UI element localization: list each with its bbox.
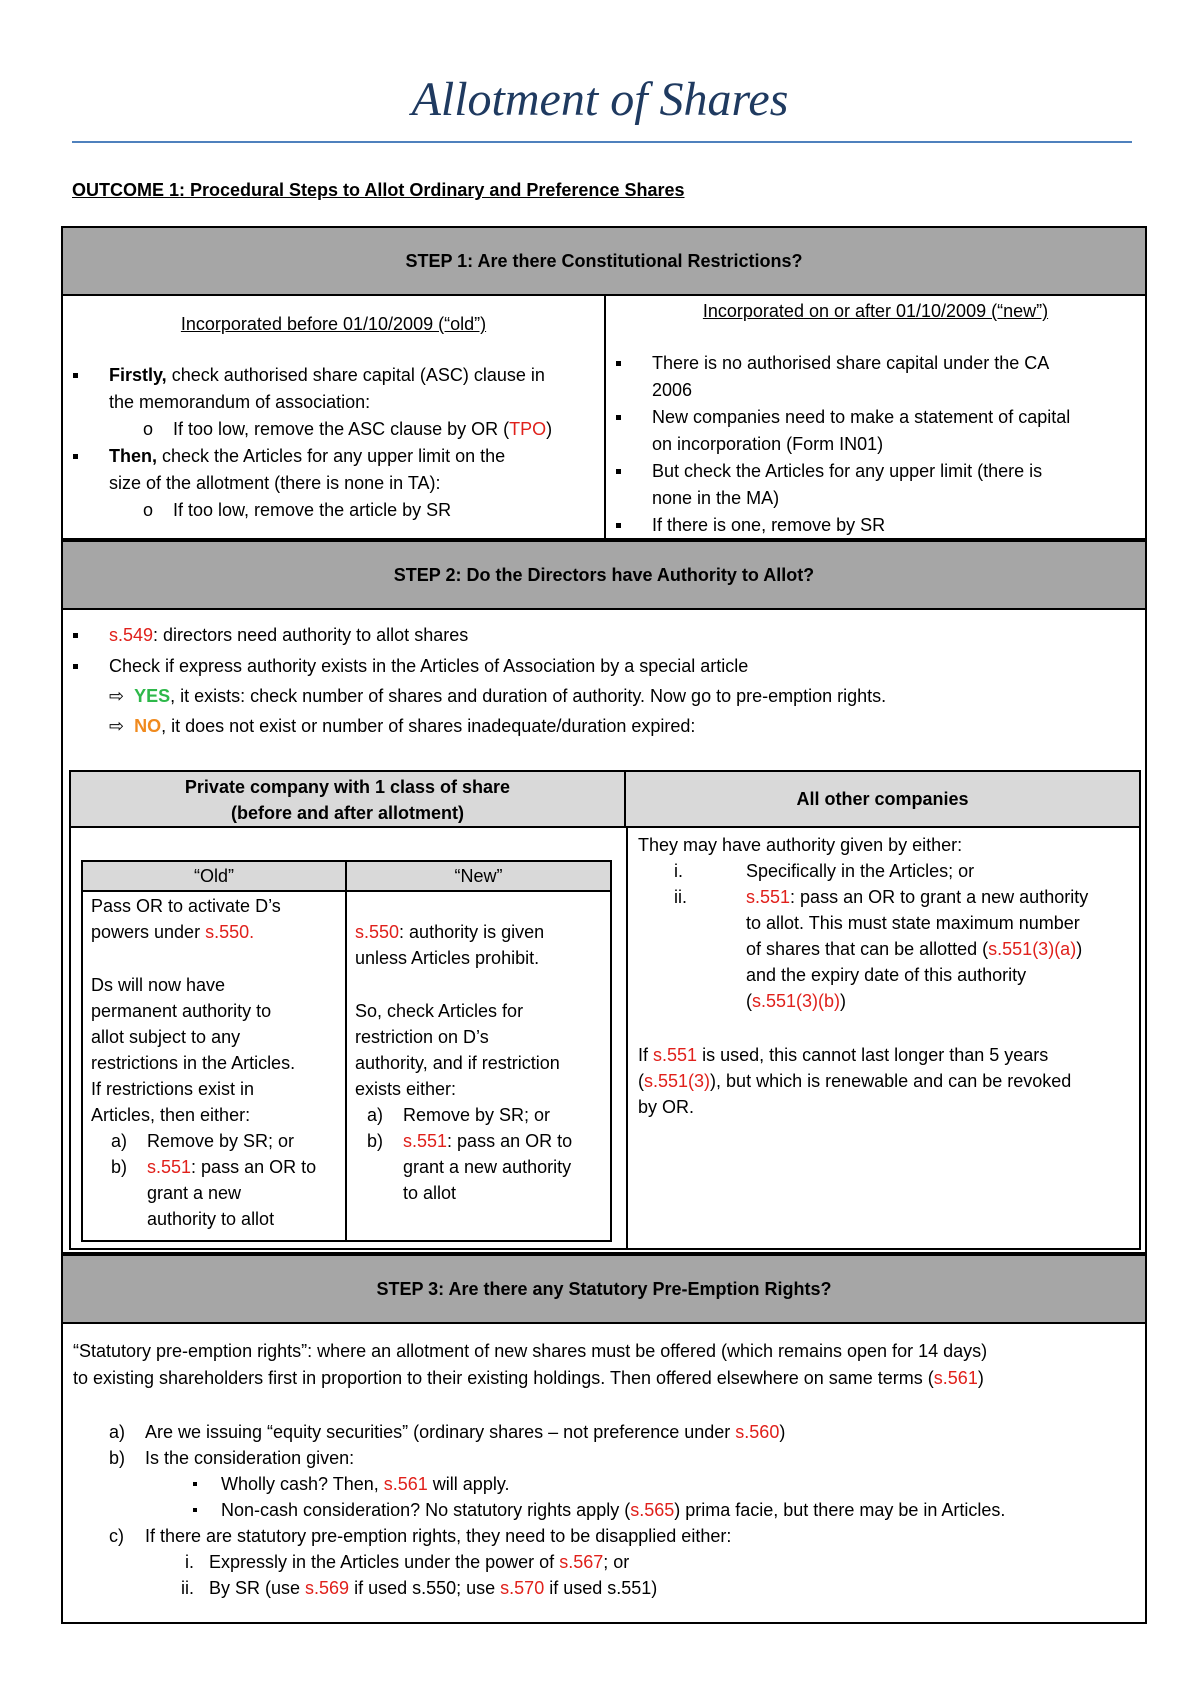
step1-new-column: Incorporated on or after 01/10/2009 (“new”) There is no authorised share capital under the CA 2006 New companies need to make a statement of capital on incorporation (Form IN01) But check the Articles for any upper limit (there is none in the MA) If there is one, remove by SR [606,296,1145,538]
step3-item-c-i: Expressly in the Articles under the power of s.567; or [209,1552,630,1572]
bullet-square-icon [73,454,78,459]
step3-table: STEP 3: Are there any Statutory Pre-Emption Rights? “Statutory pre-emption rights”: where an allotment of new shares must be offered (which remains open for 14 days) to existing shareholders first in proportion to their existing holdings. Then offered elsewhere on same terms (s.561) a) Are we issuing “equity securities” (ordinary shares – not preference under s.560) b) Is the consideration given: Wholly cash? Then, s.561 will apply. Non-cash consideration? No statutory rights apply (s.565) prima facie, but there may be in Articles. c) If there are statutory pre-emption rights, they need to be disapplied either: i. Expressly in the Articles under the power of s.567; or ii. By SR (use s.569 if used s.550; use s.570 if used s.551) [61,1254,1147,1624]
step3-item-a: Are we issuing “equity securities” (ordinary shares – not preference under s.560) [145,1422,786,1442]
step3-item-b: Is the consideration given: [145,1448,355,1468]
old-new-table [81,860,612,1242]
step1-heading: STEP 1: Are there Constitutional Restrictions? [63,228,1145,296]
page-title: Allotment of Shares [411,73,789,126]
new-column-header: Incorporated on or after 01/10/2009 (“new”) [702,301,1049,321]
bullet-square-icon [73,633,78,638]
step2-yes-line: ⇨ YES, it exists: check number of shares and duration of authority. Now go to pre-emption rights. [109,686,887,706]
new-cell: s.550: authority is given unless Articles prohibit. So, check Articles for restriction on D’s authority, and if restriction exists either: a) Remove by SR; or b) s.551: pass an OR to grant a new authority to allot [355,922,573,1203]
step2-no-line: ⇨ NO, it does not exist or number of shares inadequate/duration expired: [109,716,696,736]
step2-heading: STEP 2: Do the Directors have Authority to Allot? [63,542,1145,610]
bullet-square-icon [73,664,78,669]
other-companies-header: All other companies [626,772,1139,828]
old-column-header: Incorporated before 01/10/2009 (“old”) [180,314,487,334]
step3-heading: STEP 3: Are there any Statutory Pre-Emption Rights? [63,1256,1145,1324]
outcome-heading: OUTCOME 1: Procedural Steps to Allot Ordinary and Preference Shares [72,180,685,200]
old-cell: Pass OR to activate D’s powers under s.550. Ds will now have permanent authority to allot subject to any restrictions in the Articles. If restrictions exist in Articles, then either: a) Remove by SR; or b) s.551: pass an OR to grant a new authority to allot [83,892,347,1240]
old-header: “Old” [83,862,347,892]
bullet-square-icon [616,415,621,420]
bullet-square-icon [616,523,621,528]
authority-table [69,770,1141,1250]
bullet-square-icon [193,1508,197,1512]
step3-item-c-ii: By SR (use s.569 if used s.550; use s.570 if used s.551) [209,1578,658,1598]
other-companies-cell: They may have authority given by either: i. Specifically in the Articles; or ii. s.551: pass an OR to grant a new authority to allot. This must state maximum number of shares that can be allotted (s.551(3)(a)) and the expiry date of this authority (s.551(3)(b)) If s.551 is used, this cannot last longer than 5 years (s.551(3)), but which is renewable and can be revoked by OR. [626,828,1139,1248]
step3-definition-line-1: “Statutory pre-emption rights”: where an allotment of new shares must be offered (which remains open for 14 days) [73,1341,988,1361]
private-company-header: Private company with 1 class of share (before and after allotment) [71,772,626,828]
sub-bullet-icon: o [143,419,154,439]
step1-table [61,226,1147,540]
sub-bullet-icon: o [143,500,154,520]
arrow-right-icon: ⇨ [109,716,125,736]
bullet-square-icon [73,373,78,378]
step3-definition-line-2: to existing shareholders first in proportion to their existing holdings. Then offered elsewhere on same terms (s.561) [73,1368,984,1388]
bullet-square-icon [193,1482,197,1486]
bullet-square-icon [616,469,621,474]
step3-item-c: If there are statutory pre-emption rights, they need to be disapplied either: [145,1526,732,1546]
arrow-right-icon: ⇨ [109,686,125,706]
step2-table: STEP 2: Do the Directors have Authority to Allot? s.549: directors need authority to allot shares Check if express authority exists in the Articles of Association by a special article ⇨ YES, it exists: check number of shares and duration of authority. Now go to pre-emption rights. ⇨ NO, it does not exist or number of shares inadequate/duration expired: Private company with 1 class of share (before and after allotment) All other companies “Old” “New” Pass OR to activate D’s powers under s.550. Ds will now have permanent authority to allot subject to any restrictions in the Articles. If restrictions exist in Articles, then either: a) Remove by SR; or b) s.551: pass an OR to grant a new authority to allot s.550: authority is given unless Articles prohibit. So, check Articles for restriction on D’s authority, and if restriction exists either: a) Remove by SR; or b) s.551: pass an OR to grant a new authority to allot They may have authority given by either: i. Specifically in the Articles; or ii. s.551: pass an OR to grant a new authority to allot. This must state maximum number of shares that can be allotted (s.551(3)(a)) and the expiry date of this authority (s.551(3)(b)) If s.551 is used, this cannot last longer than 5 years (s.551(3)), but which is renewable and can be revoked by OR. [61,540,1147,1254]
step1-old-column: Incorporated before 01/10/2009 (“old”) Firstly, check authorised share capital (ASC) clause in the memorandum of association: o If too low, remove the ASC clause by OR (TPO) Then, check the Articles for any upper limit on the size of the allotment (there is none in TA): o If too low, remove the article by SR [63,296,606,538]
title-rule [72,141,1132,143]
bullet-square-icon [616,361,621,366]
new-header: “New” [347,862,610,892]
